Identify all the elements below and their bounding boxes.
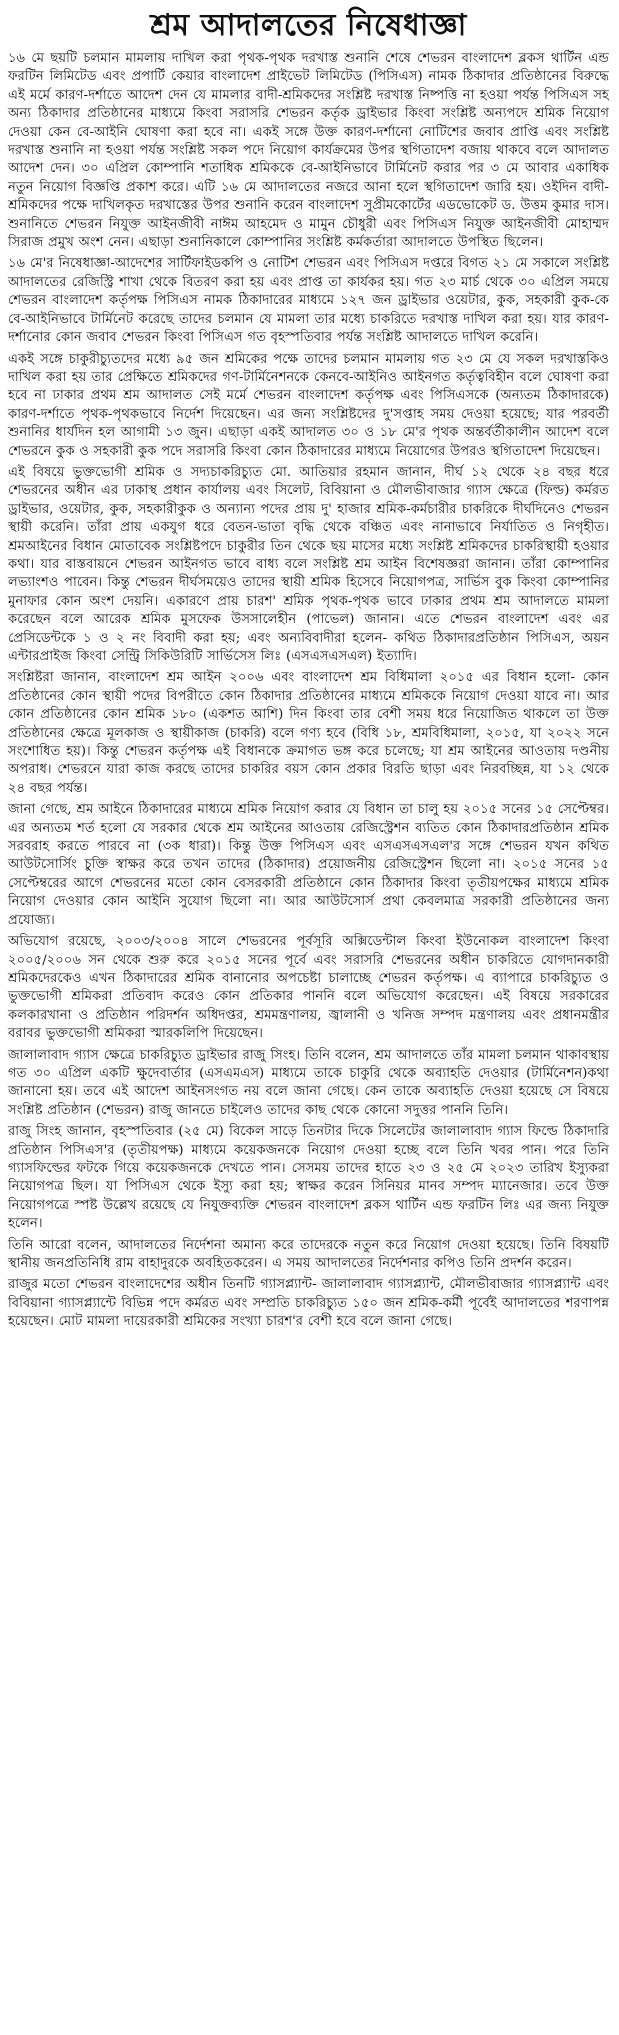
paragraph-5: সংশ্লিষ্টরা জানান, বাংলাদেশ শ্রম আইন ২০০৬ এবং বাংলাদেশ শ্রম বিধিমালা ২০১৫ এর বিধান হলো- কোন প্রতিষ্ঠানের কোন স্থায়ী পদের বিপরীতে কোন ঠিকাদার প্রতিষ্ঠানের মাধ্যমে শ্রমিককে নিয়োগ দেওয়া যাবে না। আর কোন প্রতিষ্ঠানের কোন শ্রমিক ১৮০ (একশত আশি) দিন কিংবা তার বেশী সময় ধরে নিয়োজিত থাকলে তা উক্ত প্রতিষ্ঠানের ক্ষেত্রে মূলকাজ ও স্থায়ীকাজ (চাকরি) বলে গণ্য হবে (বিধি ১৮, শ্রমবিধিমালা, ২০১৫, যা ২০২২ সনে সংশোধিত হয়)। কিন্তু শেভরন কর্তৃপক্ষ এই বিধানকে ক্রমাগত ভঙ্গ করে চলেছে; যা শ্রম আইনের আওতায় দণ্ডনীয় অপরাধ। শেভরনে যারা কাজ করছে তাদের চাকরির বয়স কোন প্রকার বিরতি ছাড়া এবং নিরবচ্ছিন্ন, যা ১২ থেকে ২৪ বছর পর্যন্ত। [8,670,609,796]
paragraph-9: রাজু সিংহ জানান, বৃহস্পতিবার (২৫ মে) বিকেল সাড়ে তিনটার দিকে সিলেটের জালালাবাদ গ্যাস ফিল্ডে ঠিকাদারি প্রতিষ্ঠান পিসিএস'র (তৃতীয়পক্ষ) মাধ্যমে কয়েকজনকে নিয়োগ দেওয়া হচ্ছে বলে তিনি খবর পান। পরে তিনি গ্যাসফিল্ডের ফটকে গিয়ে কয়েকজনকে দেখতে পান। সেসময় তাদের হাতে ২৩ ও ২৫ মে ২০২৩ তারিখ ইস্যুকরা নিয়োগপত্র ছিল। যা পিসিএস থেকে ইস্যু করা হয়; স্বাক্ষর করেন সিনিয়র মানব সম্পদ ম্যানেজার। তবে উক্ত নিয়োগপত্রে স্পষ্ট উল্লেখ রয়েছে যে নিযুক্তব্যক্তি শেভরন বাংলাদেশ ব্লকস থার্টিন এন্ড ফরটিন লিঃ এর জন্য নিযুক্ত হলেন। [8,1124,609,1232]
paragraph-1: ১৬ মে ছয়টি চলমান মামলায় দাখিল করা পৃথক-পৃথক দরখাস্ত শুনানি শেষে শেভরন বাংলাদেশ ব্লকস থার্টিন এন্ড ফরটিন লিমিটেড এবং প্রপার্টি কেয়ার বাংলাদেশ প্রাইভেট লিমিটেড (পিসিএস) নামক ঠিকাদার প্রতিষ্ঠানের বিরুদ্ধে এই মর্মে কারণ-দর্শাতে আদেশ দেন যে মামলার বাদী-শ্রমিকদের সংশ্লিষ্ট দরখাস্ত নিষ্পত্তি না হওয়া পর্যন্ত পিসিএস সহ অন্য ঠিকাদার প্রতিষ্ঠানের মাধ্যমে কিংবা সরাসরি শেভরন কর্তৃক ড্রাইভার কিংবা সংশ্লিষ্ট অন্যপদে শ্রমিক নিয়োগ দেওয়া কেন বে-আইনি ঘোষণা করা হবে না। একই সঙ্গে উক্ত কারণ-দর্শানো নোটিশের জবাব প্রাপ্তি এবং সংশ্লিষ্ট দরখাস্ত শুনানি না হওয়া পর্যন্ত সংশ্লিষ্ট সকল পদে নিয়োগ কার্যক্রমের উপর স্থগিতাদেশ বজায় থাকবে বলে আদালত আদেশ দেন। ৩০ এপ্রিল কোম্পানি শতাধিক শ্রমিককে বে-আইনিভাবে টার্মিনেট করার পর ৩ মে আবার একাধিক নতুন নিয়োগ বিজ্ঞপ্তি প্রকাশ করে। এটি ১৬ মে আদালতের নজরে আনা হলে স্থগিতাদেশ জারি হয়। ওইদিন বাদী-শ্রমিকদের পক্ষে দাখিলকৃত দরখাস্তের উপর শুনানি করেন বাংলাদেশ সুপ্রীমকোর্টের এডভোকেট ড. উত্তম কুমার দাস। শুনানিতে শেভরন নিযুক্ত আইনজীবী নাঈম আহমেদ ও মামুন চৌধুরী এবং পিসিএস নিযুক্ত আইনজীবী মোহাম্মদ সিরাজ প্রমুখ অংশ নেন। এছাড়া শুনানিকালে কোম্পানির সংশ্লিষ্ট কর্মকর্তারা আদালতে উপস্থিত ছিলেন। [8,51,609,251]
paragraph-4: এই বিষয়ে ভুক্তভোগী শ্রমিক ও সদ্যচাকরিচ্যুত মো. আতিয়ার রহমান জানান, দীর্ঘ ১২ থেকে ২৪ বছর ধরে শেভরনের অধীন এর ঢাকাস্থ প্রধান কার্যালয় এবং সিলেট, বিবিয়ানা ও মৌলভীবাজার গ্যাস ক্ষেত্রে (ফিল্ড) কর্মরত ড্রাইভার, ওয়েটার, কুক, সহকারীকুক ও অন্যান্য পদের প্রায় দু' হাজার শ্রমিক-কর্মচারীর চাকরিকে দীর্ঘদিনেও শেভরন স্থায়ী করেনি। তাঁরা প্রায় একযুগ ধরে বেতন-ভাতা বৃদ্ধি থেকে বঞ্চিত এবং নানাভাবে নির্যাতিত ও নিগৃহীত। শ্রমআইনের বিধান মোতাবেক সংশ্লিষ্টপদে চাকুরীর তিন থেকে ছয় মাসের মধ্যে সংশ্লিষ্ট শ্রমিকদের চাকরিস্থায়ী হওয়ার কথা। যার বাস্তবায়নে শেভরন আইনগত ভাবে বাধ্য বলে সংশ্লিষ্ট শ্রম আইন বিশেষজ্ঞরা জানান। তাঁরা কোম্পানির লভ্যাংশও পাবেন। কিন্তু শেভরন দীর্ঘসময়েও তাদের স্থায়ী শ্রমিক হিসেবে নিয়োগপত্র, সার্ভিস বুক কিংবা কোম্পানির মুনাফার কোন অংশ দেয়নি। একারণে প্রায় চারশ' শ্রমিক পৃথক-পৃথক ভাবে ঢাকার প্রথম শ্রম আদালতে মামলা করেছেন বলে আরেক শ্রমিক মুসফেক উসসালেহীন (পাভেল) জানান। এতে শেভরন বাংলাদেশ এবং এর প্রেসিডেন্টকে ১ ও ২ নং বিবাদী করা হয়; এবং অন্যবিবাদীরা হলেন- কথিত ঠিকাদারপ্রতিষ্ঠান পিসিএস, অয়ন এন্টারপ্রাইজ কিংবা সেন্ট্রি সিকিউরিটি সার্ভিসেস লিঃ (এসএসএসএল) ইত্যাদি। [8,464,609,664]
paragraph-3: একই সঙ্গে চাকুরীচ্যুতদের মধ্যে ৯৫ জন শ্রমিকের পক্ষে তাদের চলমান মামলায় গত ২৩ মে যে সকল দরখাস্তকিও দাখিল করা হয় তার প্রেক্ষিতে শ্রমিকদের গণ-টার্মিনেশনকে কেনবে-আইনিও আইনগত কর্তৃত্ববিহীন বলে ঘোষণা করা হবে না ঢাকার প্রথম শ্রম আদালত সেই মর্মে শেভরন বাংলাদেশ কর্তৃপক্ষ এবং পিসিএসকে (অন্যতম ঠিকাদারকে) কারণ-দর্শাতে পৃথক-পৃথকভাবে নির্দেশ দিয়েছেন। এর জন্য সংশ্লিষ্টদের দু'সপ্তাহ সময় দেওয়া হয়েছে; যার পরবর্তী শুনানির ধার্যদিন হল আগামী ১৩ জুন। এছাড়া একই আদালত ৩০ ও ১৮ মে'র পৃথক অন্তর্বর্তীকালীন আদেশ বলে শেভরনে কুক ও সহকারী কুক পদে সরাসরি কিংবা কোন ঠিকাদারের মাধ্যমে নিয়োগের উপরও স্থগিতাদেশ দিয়েছেন। [8,351,609,459]
paragraph-2: ১৬ মে'র নিষেধাজ্ঞা-আদেশের সার্টিফাইডকপি ও নোটিশ শেভরন এবং পিসিএস দপ্তরে বিগত ২১ মে সকালে সংশ্লিষ্ট আদালতের রেজিস্ট্রি শাখা থেকে বিতরণ করা হয় এবং প্রাপ্ত তা কার্যকর হয়। গত ২৩ মার্চ থেকে ৩০ এপ্রিল সময়ে শেভরন বাংলাদেশ কর্তৃপক্ষ পিসিএস নামক ঠিকাদারের মাধ্যমে ১২৭ জন ড্রাইভার ওয়েটার, কুক, সহকারী কুক-কে বে-আইনিভাবে টার্মিনেট করেছে তাদের চলমান যে মামলা তার মধ্যে চাকরিতে দরখাস্ত দাখিল করা হয়। যার কারণ-দর্শানোর কোন জবাব শেভরন কিংবা পিসিএস গত বৃহস্পতিবার পর্যন্ত সংশ্লিষ্ট আদালতে দাখিল করেনি। [8,256,609,346]
paragraph-8: জালালাবাদ গ্যাস ক্ষেত্রে চাকরিচ্যুত ড্রাইভার রাজু সিংহ। তিনি বলেন, শ্রম আদালতে তাঁর মামলা চলমান থাকাবস্থায় গত ৩০ এপ্রিল একটি ক্ষুদেবার্তার (এসএমএস) মাধ্যমে তাকে চাকুরি থেকে অব্যাহতি দেওয়ার (টার্মিনেশন)কথা জানানো হয়। তবে এই আদেশ আইনসংগত নয় বলে জানা গেছে। কেন তাকে অব্যাহতি দেওয়া হয়েছে সে বিষয়ে সংশ্লিষ্ট প্রতিষ্ঠান (শেভরন) রাজু জানতে চাইলেও তাদের কাছ থেকে কোনো সদুত্তর পাননি তিনি। [8,1047,609,1118]
paragraph-7: অভিযোগ রয়েছে, ২০০৩/২০০৪ সালে শেভরনের পূর্বসূরি অক্সিডেন্টাল কিংবা ইউনোকল বাংলাদেশ কিংবা ২০০৫/২০০৬ সন থেকে শুরু করে ২০১৫ সনের পূর্বে এবং সরাসরি শেভরনের অধীন চাকরিতে যোগদানকারী শ্রমিকদেরকেও এখন ঠিকাদারের শ্রমিক বানানোর অপচেষ্টা চালাচ্ছে শেভরন কর্তৃপক্ষ। এ ব্যাপারে চাকরিচ্যুত ও ভুক্তভোগী শ্রমিকরা প্রতিবাদ করেও কোন প্রতিকার পাননি বলে অভিযোগ করেছেন। এই বিষয়ে সরকারের কলকারখানা ও প্রতিষ্ঠান পরিদর্শন অধিদপ্তর, শ্রমমন্ত্রণালয়, জ্বালানী ও খনিজ সম্পদ মন্ত্রণালয় এবং প্রধানমন্ত্রীর বরাবর ভুক্তভোগী শ্রমিকরা স্মারকলিপি দিয়েছেন। [8,934,609,1042]
paragraph-10: তিনি আরো বলেন, আদালতের নির্দেশনা অমান্য করে তাদেরকে নতুন করে নিয়োগ দেওয়া হয়েছে। তিনি বিষয়টি স্থানীয় জনপ্রতিনিধি রাম বাহাদুরকে অবহিতকরেন। এ সময় আদালতের নির্দেশনার কপিও তিনি প্রদর্শন করেন। [8,1237,609,1271]
paragraph-6: জানা গেছে, শ্রম আইনে ঠিকাদারের মাধ্যমে শ্রমিক নিয়োগ করার যে বিধান তা চালু হয় ২০১৫ সনের ১৫ সেপ্টেম্বর। এর অন্যতম শর্ত হলো যে সরকার থেকে শ্রম আইনের আওতায় রেজিস্ট্রেশন ব্যতিত কোন ঠিকাদারপ্রতিষ্ঠান শ্রমিক সরবরাহ করতে পারবে না (৩ক ধারা)। কিন্তু উক্ত পিসিএস এবং এসএসএসএল'র সঙ্গে শেভরন যখন কথিত আউটসোর্সিং চুক্তি স্বাক্ষর করে তখন তাদের (ঠিকাদার) প্রয়োজনীয় রেজিস্ট্রেশন ছিলো না। ২০১৫ সনের ১৫ সেপ্টেম্বরের আগে শেভরনের মতো কোন বেসরকারী প্রতিষ্ঠানে কোন ঠিকাদার কিংবা তৃতীয়পক্ষের মাধ্যমে শ্রমিক নিয়োগ দেওয়ার কোন আইনি সুযোগ ছিলো না। আর আউটসোর্স প্রথা কেবলমাত্র সরকারী প্রতিষ্ঠানের জন্য প্রযোজ্য। [8,802,609,928]
paragraph-11: রাজুর মতো শেভরন বাংলাদেশের অধীন তিনটি গ্যাসপ্ল্যান্ট- জালালাবাদ গ্যাসপ্ল্যান্ট, মৌলভীবাজার গ্যাসপ্ল্যান্ট এবং বিবিয়ানা গ্যাসপ্ল্যান্টে বিভিন্ন পদে কর্মরত এবং সম্প্রতি চাকরিচ্যুত ১৫০ জন শ্রমিক-কর্মী পূর্বেই আদালতের শরণাপন্ন হয়েছেন। মোট মামলা দায়েরকারী শ্রমিকের সংখ্যা চারশ'র বেশী হবে বলে জানা গেছে। [8,1277,609,1330]
headline: শ্রম আদালতের নিষেধাজ্ঞা [150,8,467,43]
